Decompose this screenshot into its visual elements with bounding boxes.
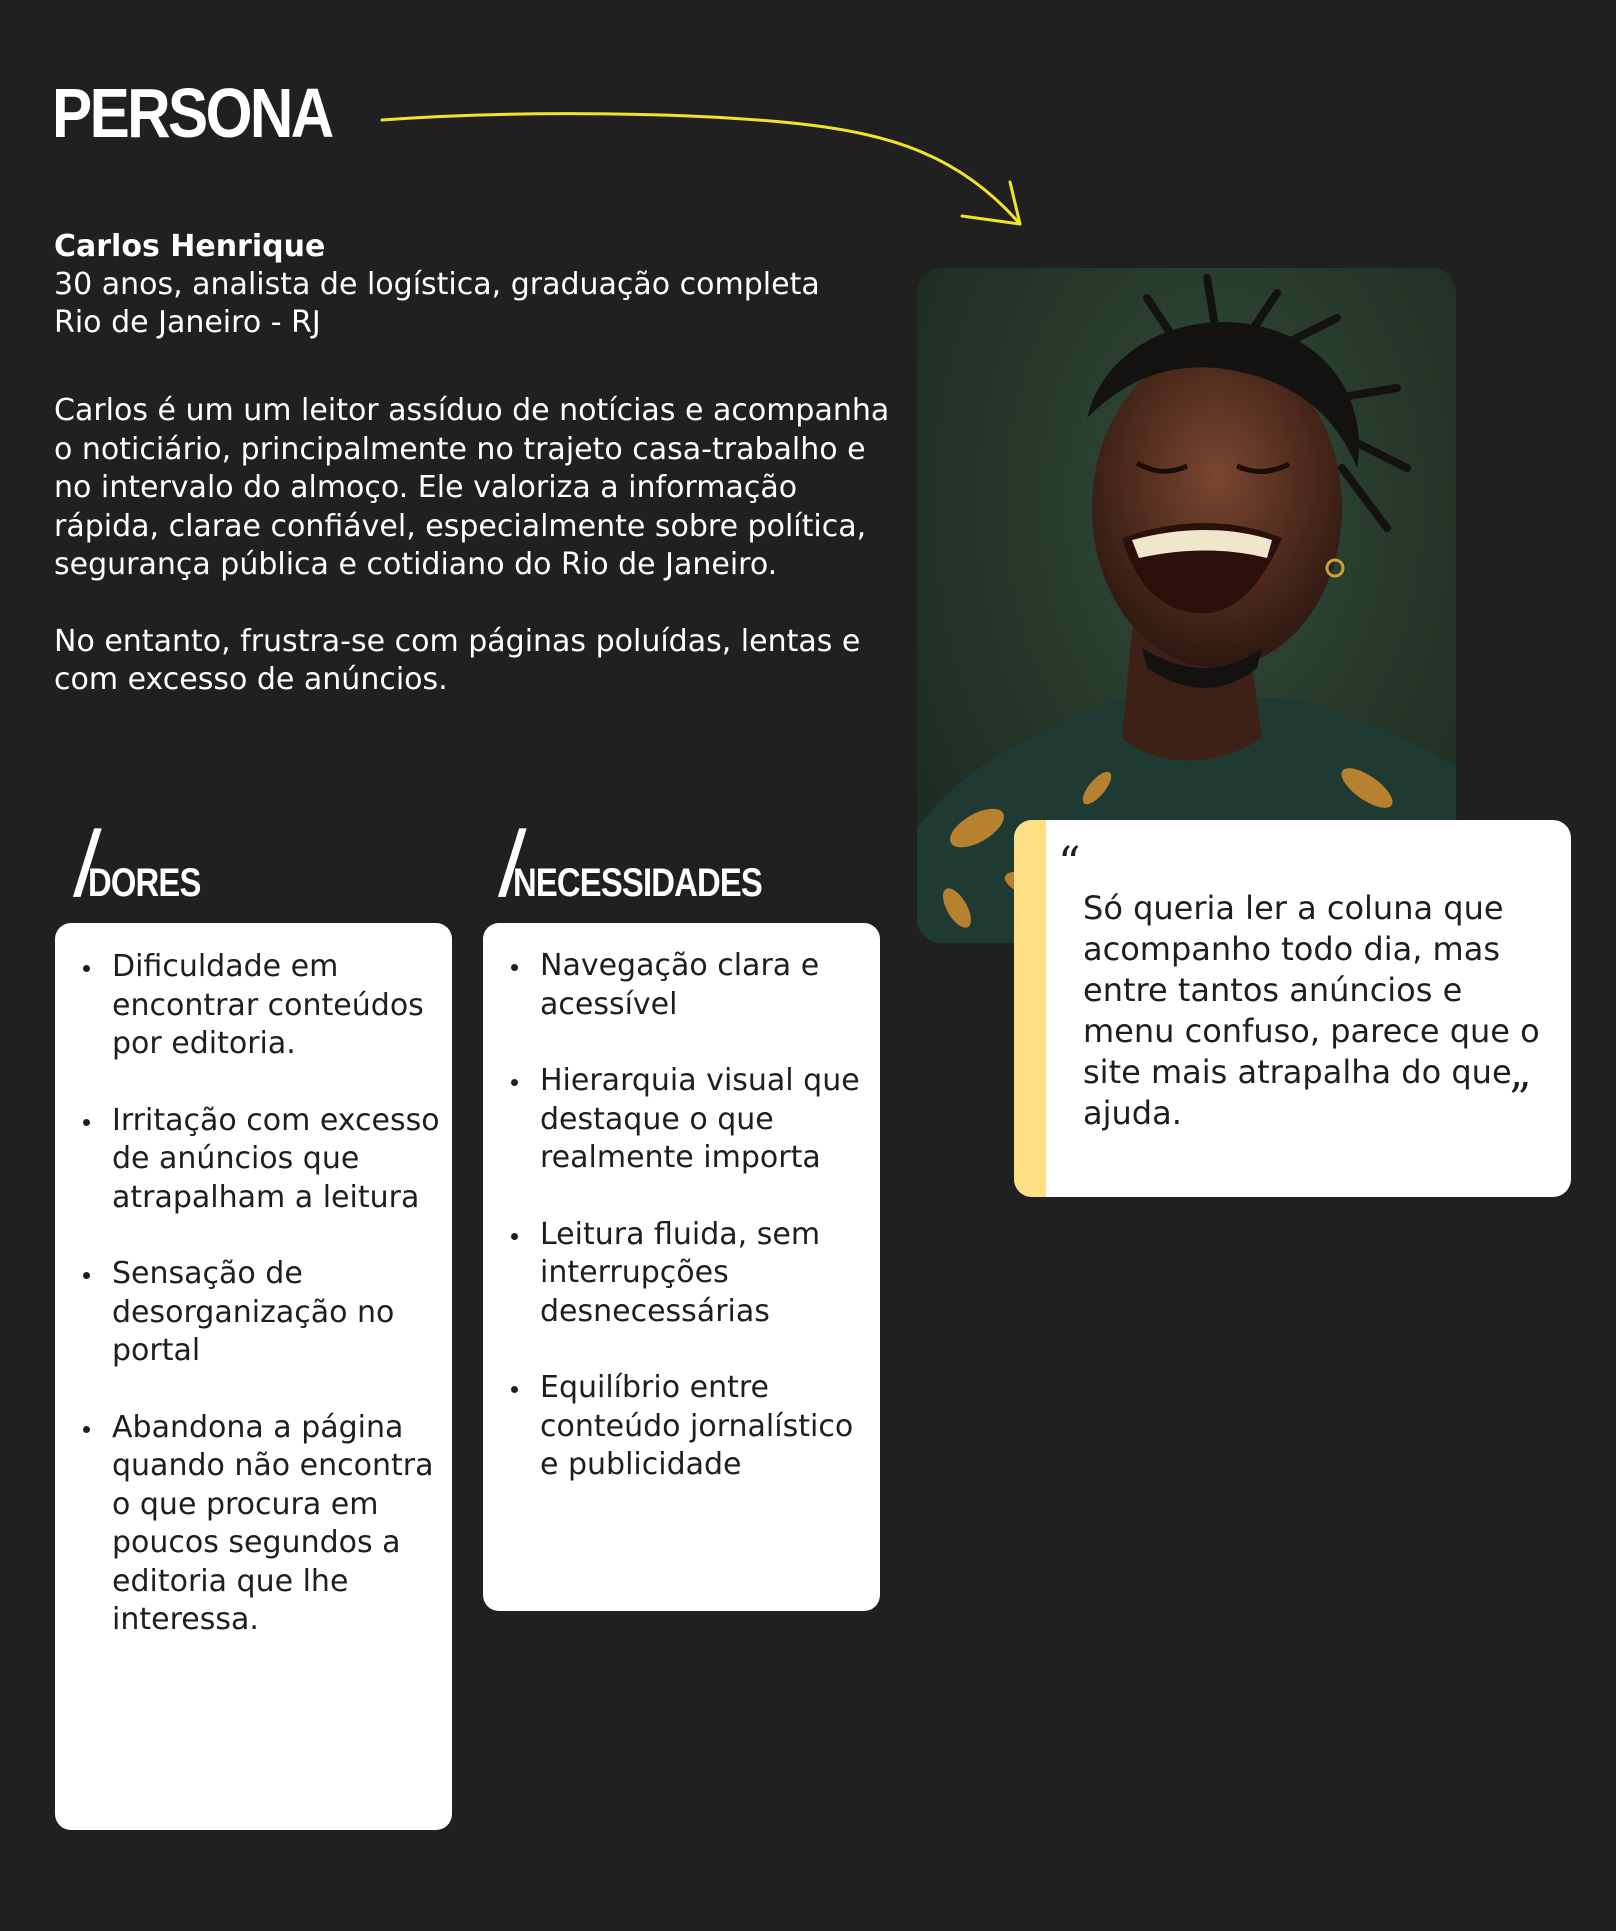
necessidades-card <box>483 923 880 1611</box>
list-item: Equilíbrio entre conteúdo jornalístico e publicidade <box>483 1369 872 1485</box>
list-item: Abandona a página quando não encontra o que procura em poucos segundos a editoria que lhe interessa. <box>55 1409 452 1640</box>
list-item: Navegação clara e acessível <box>483 947 872 1024</box>
list-item: Dificuldade em encontrar conteúdos por editoria. <box>55 948 452 1064</box>
list-item: Sensação de desorganização no portal <box>55 1255 452 1371</box>
dores-label: DORES <box>87 861 201 905</box>
close-quote-icon: ” <box>1508 1074 1531 1125</box>
slash-mark: / <box>494 813 530 915</box>
necessidades-list <box>483 947 872 1485</box>
dores-card <box>55 923 452 1830</box>
bio-paragraph: No entanto, frustra-se com páginas poluídas, lentas e com excesso de anúncios. <box>54 623 861 697</box>
quote-card <box>1014 820 1571 1197</box>
bio-paragraph: Carlos é um um leitor assíduo de notícias e acompanha o noticiário, principalmente no trajeto casa-trabalho e no intervalo do almoço. Ele valoriza a informação rápida, clarae confiável, especialmente sobre política, segurança pública e cotidiano do Rio de Janeiro. <box>54 393 890 582</box>
curved-arrow-icon <box>370 100 1030 240</box>
necessidades-label: NECESSIDADES <box>512 861 762 905</box>
quote-text: Só queria ler a coluna que acompanho todo dia, mas entre tantos anúncios e menu confuso, parece que o site mais atrapalha do que ajuda. <box>1083 889 1540 1132</box>
dores-list <box>55 948 452 1640</box>
list-item: Hierarquia visual que destaque o que realmente importa <box>483 1062 872 1178</box>
open-quote-icon: “ <box>1058 838 1081 889</box>
slash-mark: / <box>69 813 105 915</box>
persona-details: 30 anos, analista de logística, graduação completa <box>54 267 820 302</box>
dores-heading <box>69 813 225 915</box>
list-item: Leitura fluida, sem interrupções desnecessárias <box>483 1216 872 1332</box>
persona-profile <box>54 228 894 342</box>
list-item: Irritação com excesso de anúncios que atrapalham a leitura <box>55 1102 452 1218</box>
necessidades-heading <box>494 813 816 915</box>
quote-accent-bar <box>1014 820 1046 1197</box>
persona-name: Carlos Henrique <box>54 229 326 264</box>
persona-location: Rio de Janeiro - RJ <box>54 305 321 340</box>
persona-bio <box>54 392 894 700</box>
page-title: PERSONA <box>52 74 332 152</box>
